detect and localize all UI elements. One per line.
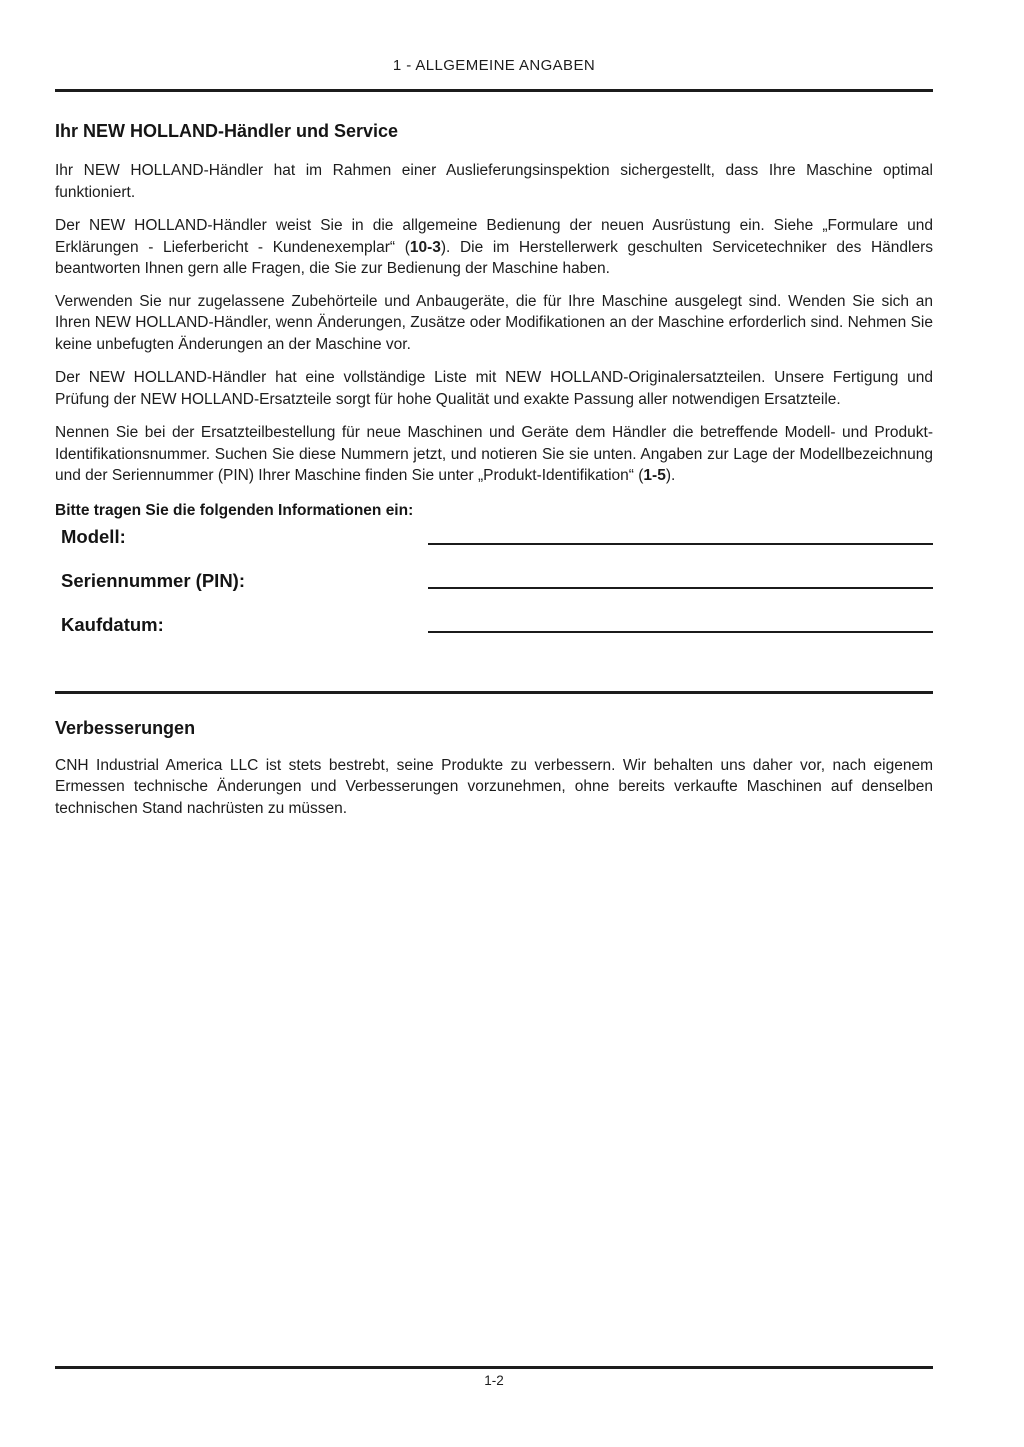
paragraph-original-parts: Der NEW HOLLAND-Händler hat eine vollständige Liste mit NEW HOLLAND-Originalersatzteilen. Unsere Fertigung und Prüfung der NEW HOLLAND-Ersatzteile sorgt für hohe Qualität und exakte Passung aller notwendigen Ersatzteile. bbox=[55, 369, 933, 408]
paragraph-parts-ordering bbox=[55, 422, 933, 487]
purchase-date-field-blank-line bbox=[428, 631, 933, 633]
paragraph-delivery-inspection: Ihr NEW HOLLAND-Händler hat im Rahmen einer Auslieferungsinspektion sichergestellt, dass Ihre Maschine optimal funktioniert. bbox=[55, 162, 933, 201]
paragraph-text: Der NEW HOLLAND-Händler weist Sie in die allgemeine Bedienung der neuen Ausrüstung ein. Siehe „Formulare und Erklärungen - Lieferbericht - Kundenexemplar“ ( bbox=[55, 217, 933, 256]
cross-reference: 1-5 bbox=[643, 467, 666, 484]
machine-info-form bbox=[55, 526, 933, 658]
paragraph-improvements: CNH Industrial America LLC ist stets bestrebt, seine Produkte zu verbessern. Wir behalten uns daher vor, nach eigenem Ermessen technische Änderungen und Verbesserungen vorzunehmen, ohne bereits verkaufte Maschinen auf denselben technischen Stand nachrüsten zu müssen. bbox=[55, 756, 933, 817]
model-field-blank-line bbox=[428, 543, 933, 545]
form-intro-text: Bitte tragen Sie die folgenden Informationen ein: bbox=[55, 501, 414, 519]
form-row-model bbox=[55, 526, 933, 570]
paragraph-approved-accessories: Verwenden Sie nur zugelassene Zubehörteile und Anbaugeräte, die für Ihre Maschine ausgelegt sind. Wenden Sie sich an Ihren NEW HOLLAND-Händler, wenn Änderungen, Zusätze oder Modifikationen an der Maschine erforderlich sind. Nehmen Sie keine unbefugten Änderungen an der Maschine vor. bbox=[55, 292, 933, 353]
page-content bbox=[55, 0, 933, 819]
footer-divider bbox=[55, 1366, 933, 1369]
section-divider bbox=[55, 691, 933, 694]
model-field-label: Modell: bbox=[61, 525, 126, 547]
paragraph-text: ). Die im Herstellerwerk geschulten Servicetechniker des Händlers beantworten Ihnen gern alle Fragen, die Sie zur Bedienung der Maschine haben. bbox=[55, 238, 933, 277]
page-footer bbox=[55, 1366, 933, 1388]
serial-number-field-blank-line bbox=[428, 587, 933, 589]
form-row-purchase-date bbox=[55, 614, 933, 658]
serial-number-field-label: Seriennummer (PIN): bbox=[61, 569, 246, 591]
page-number: 1-2 bbox=[484, 1373, 504, 1388]
purchase-date-field-label: Kaufdatum: bbox=[61, 613, 164, 635]
chapter-header: 1 - ALLGEMEINE ANGABEN bbox=[392, 57, 596, 74]
paragraph-text: Nennen Sie bei der Ersatzteilbestellung für neue Maschinen und Geräte dem Händler die betreffende Modell- und Produkt-Identifikationsnummer. Suchen Sie diese Nummern jetzt, und notieren Sie sie unten. Angaben zur Lage der Modellbezeichnung und der Seriennummer (PIN) Ihrer Maschine finden Sie unter „Produkt-Identifikation“ ( bbox=[55, 424, 933, 484]
section-heading-dealer-service: Ihr NEW HOLLAND-Händler und Service bbox=[55, 121, 399, 141]
paragraph-operation-training bbox=[55, 215, 933, 280]
section-heading-improvements: Verbesserungen bbox=[55, 717, 196, 738]
cross-reference: 10-3 bbox=[409, 238, 441, 256]
header-divider bbox=[55, 89, 933, 92]
form-row-serial-number bbox=[55, 570, 933, 614]
paragraph-text: ). bbox=[665, 467, 676, 484]
